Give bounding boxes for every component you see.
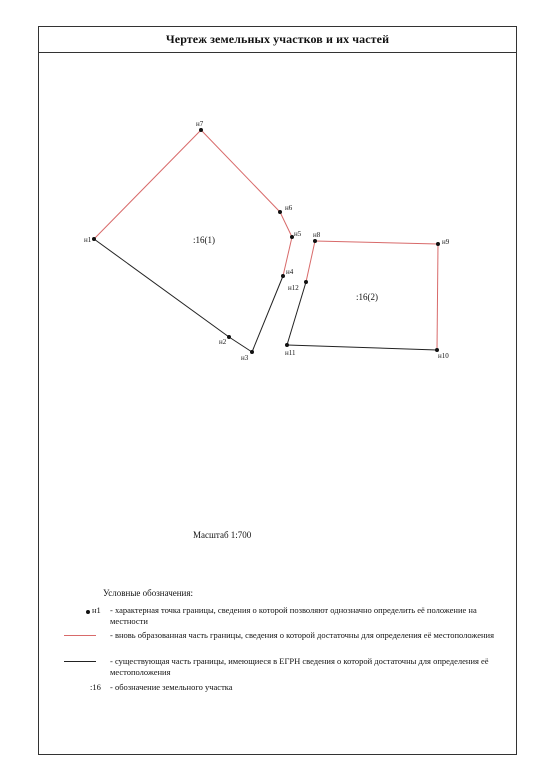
boundary-n1-n7 [94,130,201,239]
parcel-label-1: :16(1) [193,235,215,245]
legend-new-text: - вновь образованная часть границы, сведения о которой достаточны для определения её местоположения [110,630,494,640]
point-n2 [227,335,231,339]
legend-title: Условные обозначения: [103,588,194,598]
label-n11: н11 [285,349,296,357]
point-dot-icon [86,610,90,614]
point-n6 [278,210,282,214]
point-n1 [92,237,96,241]
existing-boundary-line-icon [64,661,96,662]
legend-code-symbol [64,682,104,693]
point-n12 [304,280,308,284]
label-n5: н5 [294,230,302,238]
point-n11 [285,343,289,347]
legend-existing-text: - существующая часть границы, имеющиеся в ЕГРН сведения о которой достаточны для определения её местоположения [110,656,489,677]
legend-point-text: - характерная точка границы, сведения о которой позволяют однозначно определить её положение на местности [110,605,477,626]
point-n8 [313,239,317,243]
label-n7: н7 [196,120,204,128]
legend-new-symbol [64,630,104,641]
label-n12: н12 [288,284,299,292]
label-n2: н2 [219,338,227,346]
label-n6: н6 [285,204,293,212]
scale-label: Масштаб 1:700 [193,530,252,540]
parcel-label-2: :16(2) [356,292,378,302]
point-n3 [250,350,254,354]
legend-point-code: н1 [92,605,101,615]
label-n1: н1 [84,236,92,244]
boundary-n8-n9 [315,241,438,244]
label-n9: н9 [442,238,450,246]
boundary-n2-n1 [94,239,229,337]
boundary-n6-n5 [280,212,292,237]
label-n8: н8 [313,231,321,239]
legend-parcel-code: :16 [90,682,101,692]
legend-existing-symbol [64,656,104,667]
legend-code-text: - обозначение земельного участка [110,682,233,692]
page-title: Чертеж земельных участков и их частей [165,32,390,46]
boundary-n9-n10 [437,244,438,350]
boundary-n10-n11 [287,345,437,350]
label-n4: н4 [286,268,294,276]
boundary-n12-n8 [306,241,315,282]
point-n9 [436,242,440,246]
point-n7 [199,128,203,132]
boundary-n7-n6 [201,130,280,212]
legend-point-symbol [64,605,104,616]
label-n3: н3 [241,354,249,362]
label-n10: н10 [438,352,449,360]
boundary-n3-n2 [229,337,252,352]
new-boundary-line-icon [64,635,96,636]
point-n4 [281,274,285,278]
boundary-n4-n3 [252,276,283,352]
